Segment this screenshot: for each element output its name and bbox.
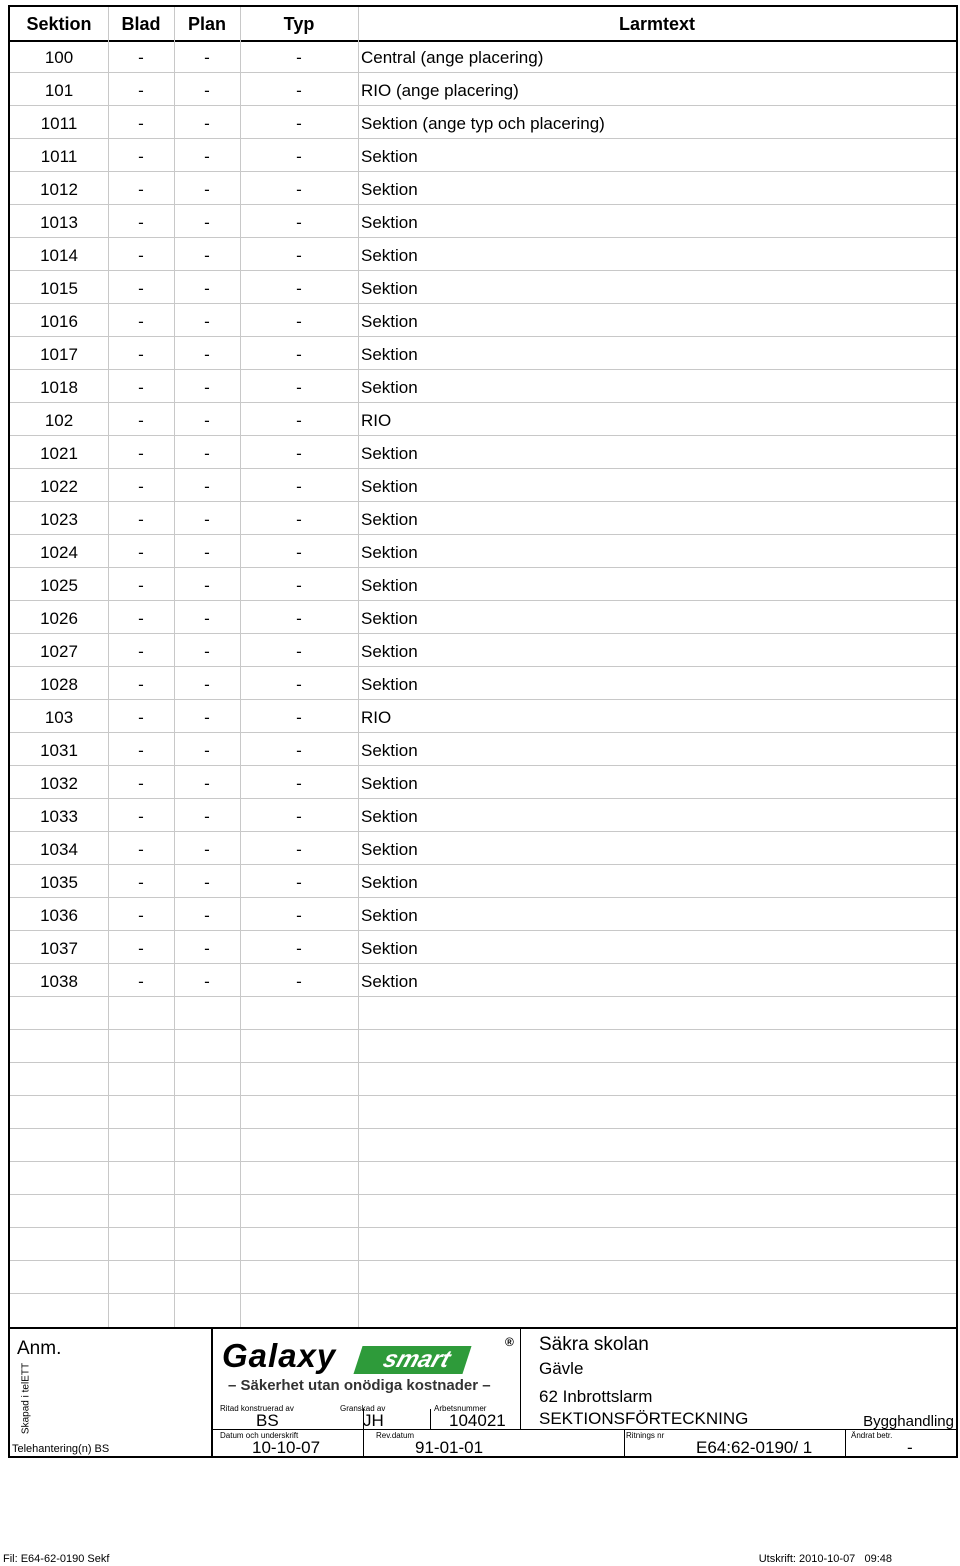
cell-sektion: 103: [44, 708, 74, 727]
cell-typ: -: [296, 774, 302, 793]
cell-larmtext: Sektion: [361, 774, 418, 793]
cell-plan: -: [204, 180, 210, 199]
cell-plan: -: [204, 81, 210, 100]
footer-print-timestamp: Utskrift: 2010-10-07 09:48: [758, 1553, 892, 1565]
cell-larmtext: Sektion: [361, 576, 418, 595]
cell-blad: -: [138, 345, 144, 364]
table-row: [10, 568, 956, 601]
table-row: [10, 40, 956, 73]
table-row: [10, 337, 956, 370]
granskad-value: JH: [363, 1411, 384, 1430]
cell-blad: -: [138, 774, 144, 793]
cell-blad: -: [138, 147, 144, 166]
table-row: [10, 1162, 956, 1195]
table-row: [10, 601, 956, 634]
cell-plan: -: [204, 708, 210, 727]
cell-sektion: 100: [44, 48, 74, 67]
table-row: [10, 766, 956, 799]
cell-typ: -: [296, 114, 302, 133]
cell-sektion: 1021: [40, 444, 78, 463]
cell-typ: -: [296, 906, 302, 925]
cell-plan: -: [204, 741, 210, 760]
cell-blad: -: [138, 378, 144, 397]
table-row: [10, 1129, 956, 1162]
cell-sektion: 1011: [40, 114, 78, 133]
table-row: [10, 370, 956, 403]
table-row: [10, 1195, 956, 1228]
bygghandling-label: Bygghandling: [863, 1413, 954, 1430]
table-row: [10, 1063, 956, 1096]
header-sektion: Sektion: [26, 14, 92, 34]
ritningsnr-label: Ritnings nr: [626, 1431, 665, 1440]
project-name: Säkra skolan: [539, 1334, 649, 1355]
cell-larmtext: Sektion (ange typ och placering): [361, 114, 605, 133]
table-row: [10, 139, 956, 172]
table-row: [10, 634, 956, 667]
cell-sektion: 1024: [40, 543, 78, 562]
cell-sektion: 1011: [40, 147, 78, 166]
cell-sektion: 1036: [40, 906, 78, 925]
cell-sektion: 1033: [40, 807, 78, 826]
cell-blad: -: [138, 609, 144, 628]
cell-larmtext: Sektion: [361, 939, 418, 958]
cell-typ: -: [296, 477, 302, 496]
cell-blad: -: [138, 873, 144, 892]
cell-sektion: 1016: [40, 312, 78, 331]
telehantering-text: Telehantering(n) BS: [12, 1443, 110, 1455]
table-row: [10, 931, 956, 964]
table-row: [10, 205, 956, 238]
revdatum-value: 91-01-01: [415, 1438, 484, 1457]
cell-typ: -: [296, 972, 302, 991]
table-row: [10, 1096, 956, 1129]
cell-larmtext: Sektion: [361, 378, 418, 397]
cell-blad: -: [138, 246, 144, 265]
table-row: [10, 733, 956, 766]
cell-sektion: 1027: [40, 642, 78, 661]
cell-larmtext: Sektion: [361, 675, 418, 694]
cell-typ: -: [296, 840, 302, 859]
project-city: Gävle: [539, 1359, 584, 1378]
cell-typ: -: [296, 675, 302, 694]
project-system: 62 Inbrottslarm: [539, 1387, 653, 1406]
table-row: [10, 469, 956, 502]
table-row: [10, 898, 956, 931]
cell-blad: -: [138, 675, 144, 694]
cell-sektion: 1026: [40, 609, 78, 628]
table-row: [10, 403, 956, 436]
andrat-value: -: [907, 1438, 913, 1457]
cell-typ: -: [296, 345, 302, 364]
document-sheet: [8, 5, 958, 1458]
cell-larmtext: Sektion: [361, 345, 418, 364]
cell-typ: -: [296, 543, 302, 562]
cell-typ: -: [296, 642, 302, 661]
cell-blad: -: [138, 906, 144, 925]
header-plan: Plan: [187, 14, 226, 34]
table-row: [10, 73, 956, 106]
cell-blad: -: [138, 81, 144, 100]
cell-sektion: 1035: [40, 873, 78, 892]
cell-larmtext: Sektion: [361, 279, 418, 298]
cell-sektion: 1032: [40, 774, 78, 793]
table-row: [10, 964, 956, 997]
cell-sektion: 1012: [40, 180, 78, 199]
cell-plan: -: [204, 510, 210, 529]
cell-typ: -: [296, 444, 302, 463]
anm-label: Anm.: [17, 1338, 62, 1359]
granskad-label: Granskad av: [340, 1404, 386, 1413]
cell-larmtext: Sektion: [361, 477, 418, 496]
cell-plan: -: [204, 147, 210, 166]
table-row: [10, 667, 956, 700]
ritad-value: BS: [256, 1411, 279, 1430]
cell-plan: -: [204, 477, 210, 496]
table-row: [10, 832, 956, 865]
cell-sektion: 1022: [40, 477, 78, 496]
table-row: [10, 700, 956, 733]
cell-plan: -: [204, 345, 210, 364]
table-row: [10, 865, 956, 898]
cell-blad: -: [138, 312, 144, 331]
cell-sektion: 1034: [40, 840, 78, 859]
cell-typ: -: [296, 576, 302, 595]
ritningsnr-value: E64:62-0190/ 1: [696, 1438, 813, 1457]
cell-larmtext: Sektion: [361, 246, 418, 265]
cell-typ: -: [296, 180, 302, 199]
cell-plan: -: [204, 444, 210, 463]
galaxy-smart-logo: [222, 1337, 514, 1399]
cell-larmtext: Sektion: [361, 609, 418, 628]
revdatum-label: Rev.datum: [376, 1431, 415, 1440]
cell-typ: -: [296, 279, 302, 298]
cell-blad: -: [138, 213, 144, 232]
cell-blad: -: [138, 543, 144, 562]
cell-plan: -: [204, 906, 210, 925]
table-row: [10, 106, 956, 139]
cell-plan: -: [204, 378, 210, 397]
cell-sektion: 1014: [40, 246, 78, 265]
cell-larmtext: Sektion: [361, 741, 418, 760]
cell-blad: -: [138, 708, 144, 727]
cell-typ: -: [296, 411, 302, 430]
andrat-label: Ändrat betr.: [851, 1431, 893, 1440]
cell-plan: -: [204, 939, 210, 958]
cell-typ: -: [296, 147, 302, 166]
cell-plan: -: [204, 246, 210, 265]
cell-sektion: 102: [44, 411, 74, 430]
arbetsnummer-label: Arbetsnummer: [434, 1404, 487, 1413]
cell-typ: -: [296, 213, 302, 232]
cell-typ: -: [296, 873, 302, 892]
cell-sektion: 1017: [40, 345, 78, 364]
cell-blad: -: [138, 279, 144, 298]
cell-larmtext: Sektion: [361, 642, 418, 661]
cell-blad: -: [138, 576, 144, 595]
created-with-note: Skapad i telETT: [20, 1362, 32, 1435]
cell-larmtext: Sektion: [361, 807, 418, 826]
table-row: [10, 1030, 956, 1063]
cell-typ: -: [296, 312, 302, 331]
cell-larmtext: RIO (ange placering): [361, 81, 519, 100]
table-row: [10, 535, 956, 568]
cell-larmtext: Sektion: [361, 180, 418, 199]
table-row: [10, 238, 956, 271]
logo-registered-mark: ®: [505, 1335, 514, 1349]
cell-sektion: 1031: [40, 741, 78, 760]
arbetsnummer-value: 104021: [449, 1411, 506, 1430]
logo-smart-badge: smart: [353, 1346, 471, 1374]
cell-plan: -: [204, 807, 210, 826]
cell-blad: -: [138, 840, 144, 859]
logo-tagline: – Säkerhet utan onödiga kostnader –: [228, 1377, 491, 1394]
cell-typ: -: [296, 246, 302, 265]
cell-typ: -: [296, 81, 302, 100]
table-row: [10, 799, 956, 832]
cell-sektion: 1028: [40, 675, 78, 694]
cell-sektion: 1038: [40, 972, 78, 991]
cell-blad: -: [138, 114, 144, 133]
cell-larmtext: Sektion: [361, 840, 418, 859]
cell-larmtext: RIO: [361, 708, 392, 727]
table-row: [10, 502, 956, 535]
cell-plan: -: [204, 642, 210, 661]
cell-typ: -: [296, 510, 302, 529]
table-row: [10, 997, 956, 1030]
cell-plan: -: [204, 411, 210, 430]
drawing-title: SEKTIONSFÖRTECKNING: [539, 1409, 749, 1428]
cell-plan: -: [204, 576, 210, 595]
cell-sektion: 1037: [40, 939, 78, 958]
cell-plan: -: [204, 543, 210, 562]
cell-typ: -: [296, 708, 302, 727]
cell-plan: -: [204, 774, 210, 793]
cell-larmtext: Sektion: [361, 444, 418, 463]
cell-larmtext: Central (ange placering): [361, 48, 544, 67]
cell-plan: -: [204, 873, 210, 892]
cell-larmtext: Sektion: [361, 510, 418, 529]
cell-blad: -: [138, 642, 144, 661]
title-block: [10, 1327, 956, 1458]
cell-larmtext: Sektion: [361, 906, 418, 925]
cell-blad: -: [138, 807, 144, 826]
cell-sektion: 1025: [40, 576, 78, 595]
table-row: [10, 172, 956, 205]
table-row: [10, 436, 956, 469]
cell-typ: -: [296, 609, 302, 628]
footer-filename: Fil: E64-62-0190 Sekf: [3, 1553, 110, 1565]
cell-blad: -: [138, 939, 144, 958]
cell-sektion: 1015: [40, 279, 78, 298]
table-header: [10, 7, 956, 42]
table-row: [10, 1261, 956, 1294]
cell-plan: -: [204, 675, 210, 694]
cell-plan: -: [204, 609, 210, 628]
cell-typ: -: [296, 807, 302, 826]
cell-sektion: 1013: [40, 213, 78, 232]
cell-larmtext: Sektion: [361, 312, 418, 331]
cell-blad: -: [138, 477, 144, 496]
logo-brand: Galaxy: [222, 1337, 337, 1374]
cell-blad: -: [138, 411, 144, 430]
datum-label: Datum och underskrift: [220, 1431, 299, 1440]
cell-plan: -: [204, 48, 210, 67]
cell-typ: -: [296, 939, 302, 958]
header-larmtext: Larmtext: [618, 14, 696, 34]
cell-blad: -: [138, 972, 144, 991]
table-row: [10, 304, 956, 337]
cell-blad: -: [138, 444, 144, 463]
cell-larmtext: Sektion: [361, 543, 418, 562]
cell-plan: -: [204, 972, 210, 991]
cell-plan: -: [204, 840, 210, 859]
cell-blad: -: [138, 510, 144, 529]
cell-larmtext: Sektion: [361, 873, 418, 892]
cell-larmtext: Sektion: [361, 213, 418, 232]
cell-sektion: 1023: [40, 510, 78, 529]
cell-typ: -: [296, 378, 302, 397]
cell-plan: -: [204, 213, 210, 232]
cell-larmtext: RIO: [361, 411, 392, 430]
cell-plan: -: [204, 312, 210, 331]
cell-typ: -: [296, 48, 302, 67]
cell-blad: -: [138, 180, 144, 199]
ritad-label: Ritad konstruerad av: [220, 1404, 294, 1413]
cell-blad: -: [138, 741, 144, 760]
section-table-body: [10, 40, 956, 1294]
cell-blad: -: [138, 48, 144, 67]
cell-larmtext: Sektion: [361, 147, 418, 166]
table-row: [10, 1228, 956, 1261]
header-blad: Blad: [121, 14, 161, 34]
cell-larmtext: Sektion: [361, 972, 418, 991]
cell-plan: -: [204, 114, 210, 133]
cell-sektion: 1018: [40, 378, 78, 397]
header-typ: Typ: [283, 14, 315, 34]
table-row: [10, 271, 956, 304]
cell-plan: -: [204, 279, 210, 298]
cell-sektion: 101: [44, 81, 74, 100]
cell-typ: -: [296, 741, 302, 760]
datum-value: 10-10-07: [252, 1438, 321, 1457]
